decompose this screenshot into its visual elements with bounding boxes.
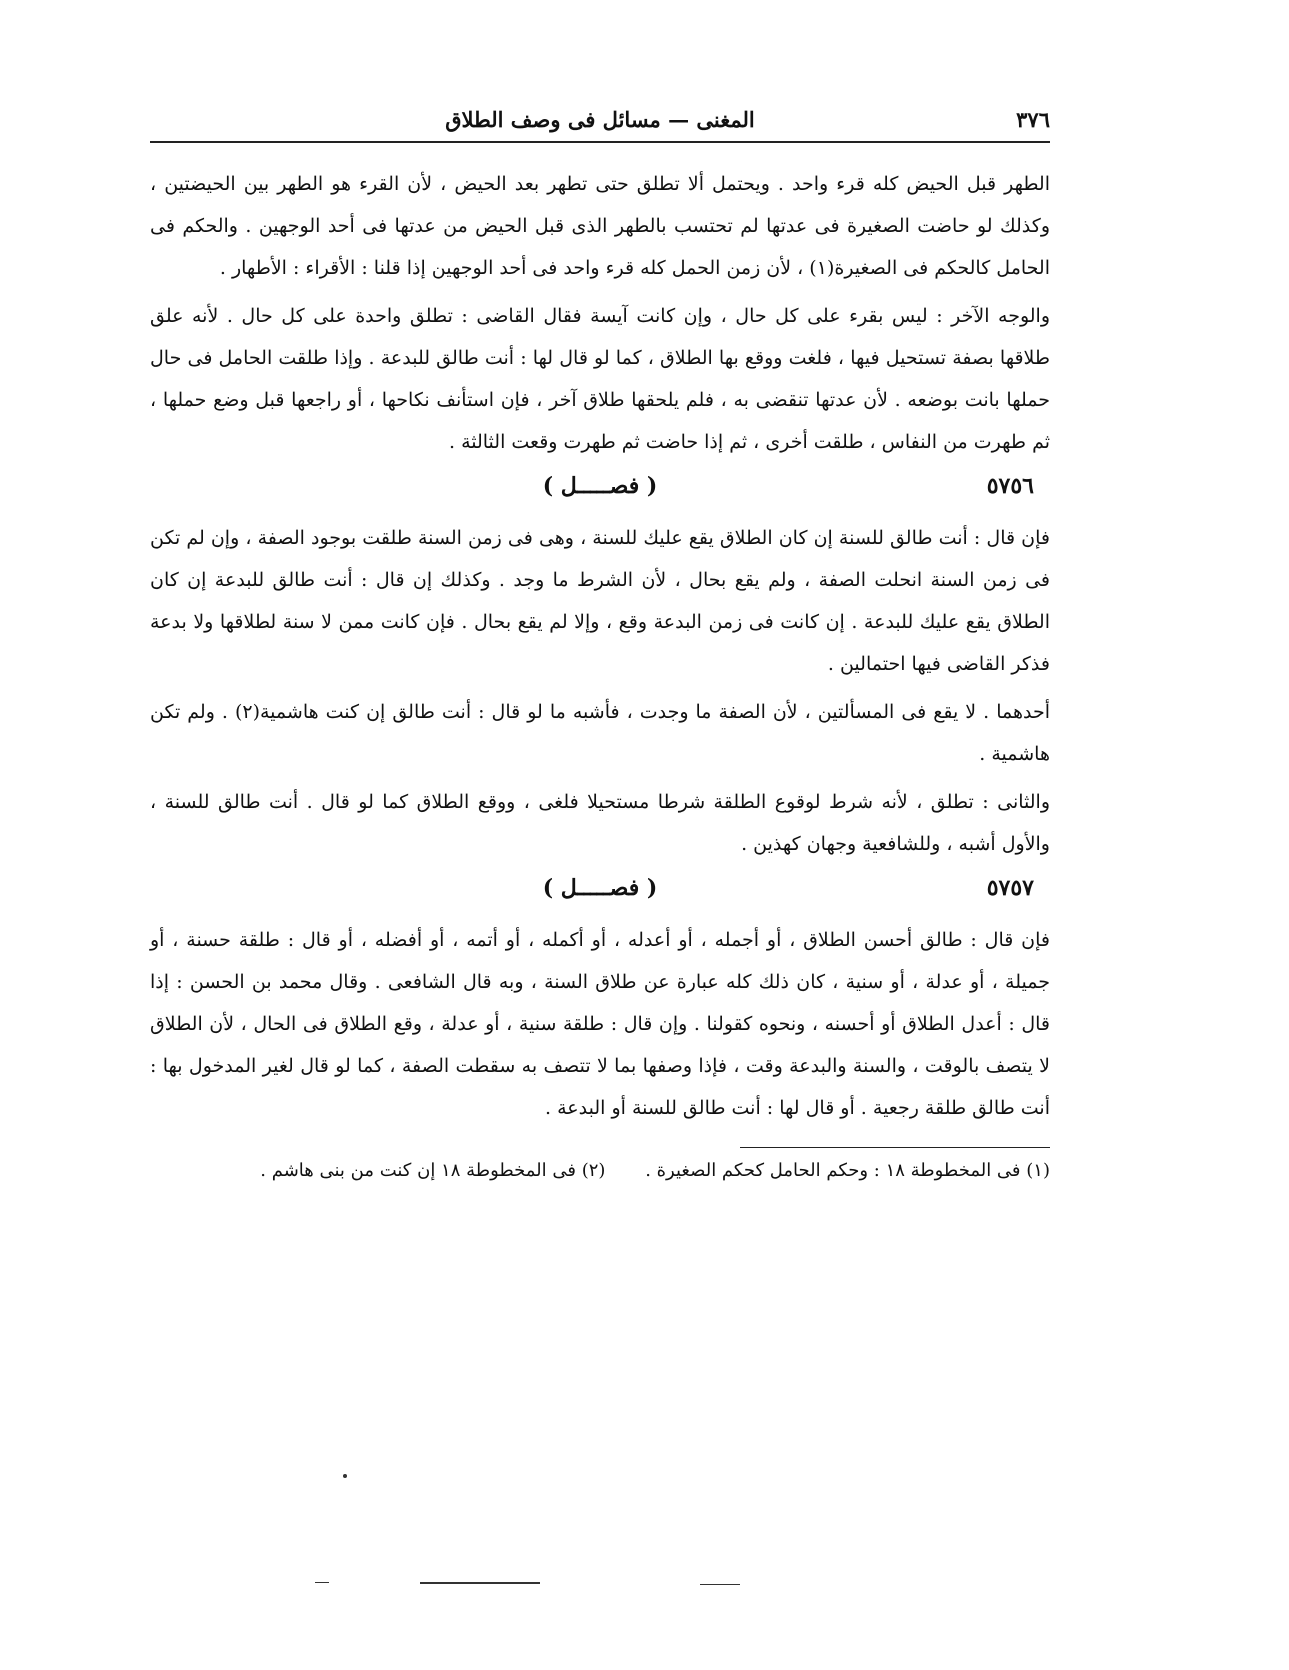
scan-line bbox=[700, 1584, 740, 1585]
section-number: ٥٧٥٦ bbox=[986, 473, 1034, 499]
footnote-rule bbox=[740, 1147, 1050, 1148]
scan-dot bbox=[343, 1474, 347, 1478]
section-label: ( فصـــــل ) bbox=[542, 473, 658, 499]
paragraph: فإن قال : طالق أحسن الطلاق ، أو أجمله ، أو أعدله ، أو أكمله ، أو أتمه ، أو أفضله ، أو قال : طلقة حسنة ، أو جميلة ، أو عدلة ، أو سنية ، كان ذلك كله عبارة عن طلاق السنة ، وبه قال الشافعى . وقال محمد بن الحسن : إذا قال : أعدل الطلاق أو أحسنه ، ونحوه كقولنا . وإن قال : طلقة سنية ، أو عدلة ، وقع الطلاق فى الحال ، لأن الطلاق لا يتصف بالوقت ، والسنة والبدعة وقت ، فإذا وصفها بما لا تتصف به سقطت الصفة ، كما لو قال لغير المدخول بها : أنت طالق طلقة رجعية . أو قال لها : أنت طالق للسنة أو البدعة . bbox=[150, 929, 1050, 1119]
running-title: المغنى — مسائل فى وصف الطلاق bbox=[445, 107, 755, 132]
footnote-1: (١) فى المخطوطة ١٨ : وحكم الحامل كحكم الصغيرة . bbox=[645, 1160, 1050, 1181]
paragraph: والثانى : تطلق ، لأنه شرط لوقوع الطلقة شرطا مستحيلا فلغى ، ووقع الطلاق كما لو قال . أنت طالق للسنة ، والأول أشبه ، وللشافعية وجهان كهذين . bbox=[150, 791, 1050, 855]
book-page bbox=[150, 95, 1050, 1186]
paragraph: فإن قال : أنت طالق للسنة إن كان الطلاق يقع عليك للسنة ، وهى فى زمن السنة طلقت بوجود الصفة ، وإن لم تكن فى زمن السنة انحلت الصفة ، ولم يقع بحال ، لأن الشرط ما وجد . وكذلك إن قال : أنت طالق للبدعة إن كان الطلاق يقع عليك للبدعة . إن كانت فى زمن البدعة وقع ، وإلا لم يقع بحال . فإن كانت ممن لا سنة لطلاقها ولا بدعة فذكر القاضى فيها احتمالين . bbox=[150, 527, 1050, 675]
section-heading-5756 bbox=[150, 469, 1050, 513]
section-label: ( فصـــــل ) bbox=[542, 875, 658, 901]
scan-line bbox=[315, 1582, 329, 1583]
footnote-2: (٢) فى المخطوطة ١٨ إن كنت من بنى هاشم . bbox=[260, 1160, 606, 1181]
paragraph: والوجه الآخر : ليس بقرء على كل حال ، وإن كانت آيسة فقال القاضى : تطلق واحدة على كل حال . لأنه علق طلاقها بصفة تستحيل فيها ، فلغت ووقع بها الطلاق ، كما لو قال لها : أنت طالق للبدعة . وإذا طلقت الحامل فى حال حملها بانت بوضعه . لأن عدتها تنقضى به ، فلم يلحقها طلاق آخر ، فإن استأنف نكاحها ، أو راجعها قبل وضع حملها ، ثم طهرت من النفاس ، طلقت أخرى ، ثم إذا حاضت ثم طهرت وقعت الثالثة . bbox=[150, 305, 1050, 453]
paragraph: أحدهما . لا يقع فى المسألتين ، لأن الصفة ما وجدت ، فأشبه ما لو قال : أنت طالق إن كنت هاشمية(٢) . ولم تكن هاشمية . bbox=[150, 701, 1050, 765]
section-heading-5757 bbox=[150, 871, 1050, 915]
footnotes bbox=[150, 1156, 1050, 1186]
section-number: ٥٧٥٧ bbox=[986, 875, 1034, 901]
paragraph: الطهر قبل الحيض كله قرء واحد . ويحتمل ألا تطلق حتى تطهر بعد الحيض ، لأن القرء هو الطهر بين الحيضتين ، وكذلك لو حاضت الصغيرة فى عدتها لم تحتسب بالطهر الذى قبل الحيض من عدتها فى أحد الوجهين . والحكم فى الحامل كالحكم فى الصغيرة(١) ، لأن زمن الحمل كله قرء واحد فى أحد الوجهين إذا قلنا : الأقراء : الأطهار . bbox=[150, 173, 1050, 279]
header-rule bbox=[150, 141, 1050, 143]
page-number: ٣٧٦ bbox=[1016, 107, 1050, 132]
page-header bbox=[150, 95, 1050, 141]
scan-line bbox=[420, 1582, 540, 1584]
